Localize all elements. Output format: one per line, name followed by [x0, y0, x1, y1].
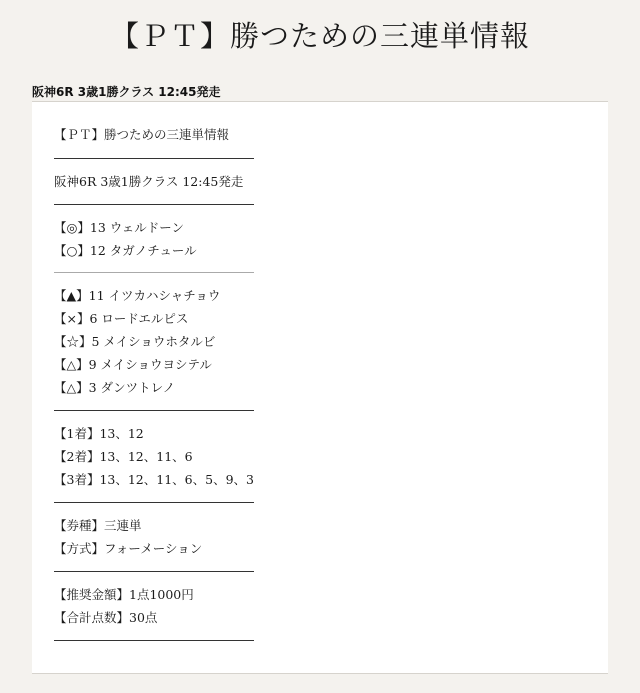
- ticket-type: 【券種】三連単: [54, 518, 142, 533]
- placing-first: 【1着】13、12: [54, 426, 144, 441]
- pick-hoshi: 【☆】5 メイショウホタルビ: [54, 334, 216, 349]
- section-divider: [54, 204, 254, 205]
- footer-divider: [32, 673, 608, 674]
- recommended-amount: 【推奨金額】1点1000円: [54, 587, 194, 602]
- section-divider: [54, 410, 254, 411]
- pick-batsu: 【×】6 ロードエルピス: [54, 311, 189, 326]
- pick-renshita-1: 【△】9 メイショウヨシテル: [54, 357, 212, 372]
- placing-second: 【2着】13、12、11、6: [54, 449, 193, 464]
- pick-renshita-2: 【△】3 ダンツトレノ: [54, 380, 176, 395]
- article-title-line: 【ＰＴ】勝つための三連単情報: [54, 127, 230, 142]
- race-info-line: 阪神6R 3歳1勝クラス 12:45発走: [54, 174, 244, 189]
- pick-tanana: 【▲】11 イツカハシャチョウ: [54, 288, 221, 303]
- pick-honmei: 【◎】13 ウェルドーン: [54, 220, 185, 235]
- section-divider: [54, 272, 254, 273]
- total-points: 【合計点数】30点: [54, 610, 158, 625]
- section-divider: [54, 502, 254, 503]
- pick-taikou: 【○】12 タガノチュール: [54, 243, 197, 258]
- ticket-method: 【方式】フォーメーション: [54, 541, 203, 556]
- article-body: [32, 102, 608, 673]
- page-title: 【ＰＴ】勝つための三連単情報: [109, 19, 530, 53]
- section-divider: [54, 158, 254, 159]
- section-divider: [54, 640, 254, 641]
- race-subheading: 阪神6R 3歳1勝クラス 12:45発走: [32, 85, 221, 99]
- section-divider: [54, 571, 254, 572]
- placing-third: 【3着】13、12、11、6、5、9、3: [54, 472, 254, 487]
